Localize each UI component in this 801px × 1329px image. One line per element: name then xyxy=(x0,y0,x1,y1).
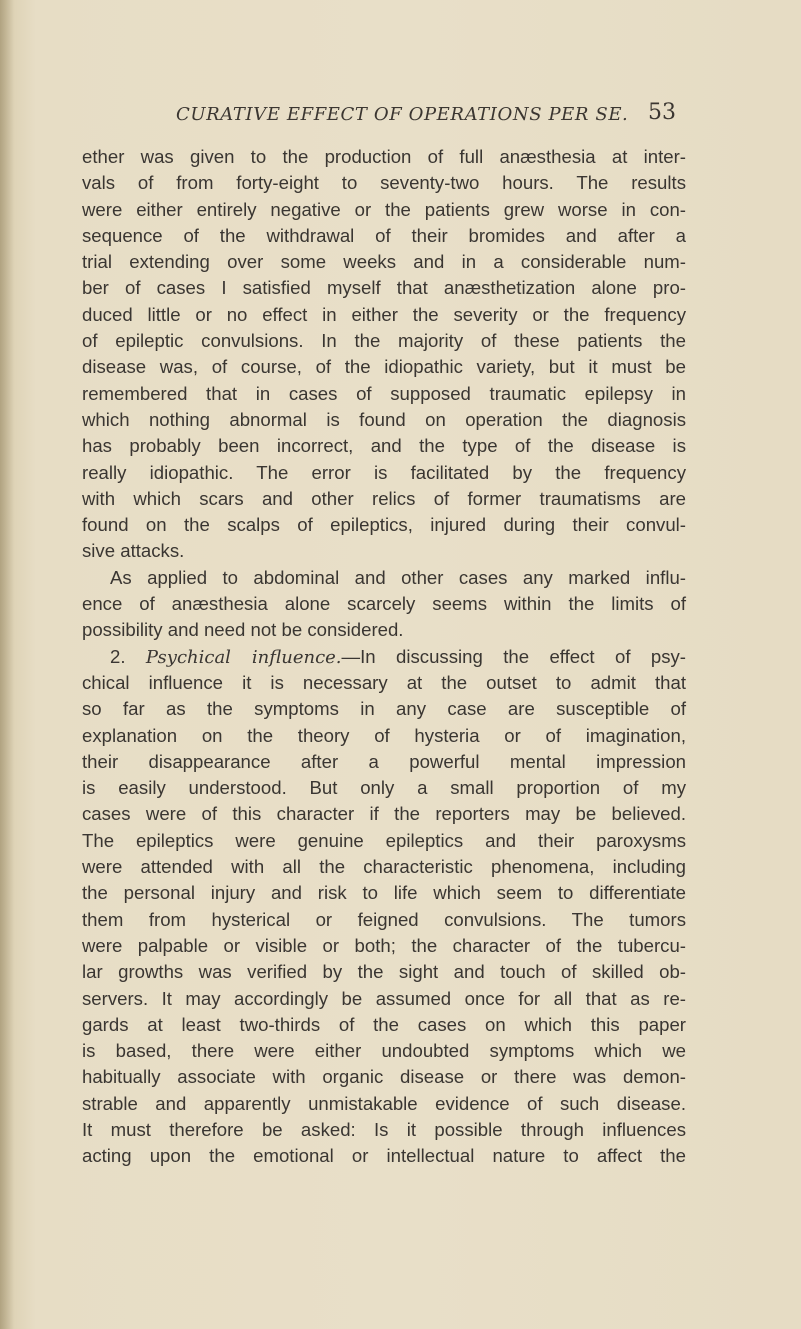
text-line: strable and apparently unmistakable evidence of such disease. xyxy=(82,1092,686,1114)
running-title: CURATIVE EFFECT OF OPERATIONS PER SE. xyxy=(176,104,629,125)
page-number: 53 xyxy=(648,100,676,125)
text-line: ber of cases I satisfied myself that anæsthetization alone pro- xyxy=(82,277,686,299)
text-line: gards at least two-thirds of the cases on which this paper xyxy=(82,1013,686,1035)
section-heading-line xyxy=(82,644,686,670)
text-line: duced little or no effect in either the severity or the frequency xyxy=(82,303,686,325)
text-line: them from hysterical or feigned convulsions. The tumors xyxy=(82,908,686,930)
section-lead-text: —In discussing the effect of psy- xyxy=(341,645,686,667)
text-line: is easily understood. But only a small proportion of my xyxy=(82,777,686,799)
text-line: lar growths was verified by the sight and touch of skilled ob- xyxy=(82,961,686,983)
text-line: were palpable or visible or both; the character of the tubercu- xyxy=(82,934,686,956)
text-line: their disappearance after a powerful mental impression xyxy=(82,750,686,772)
text-line: with which scars and other relics of former traumatisms are xyxy=(82,487,686,509)
text-line: of epileptic convulsions. In the majority of these patients the xyxy=(82,330,686,352)
text-line: has probably been incorrect, and the type of the disease is xyxy=(82,435,686,457)
text-line: ether was given to the production of full anæsthesia at inter- xyxy=(82,146,686,167)
text-line: possibility and need not be considered. xyxy=(82,619,404,641)
text-line: ence of anæsthesia alone scarcely seems within the limits of xyxy=(82,593,686,615)
text-line: the personal injury and risk to life which seem to differentiate xyxy=(82,882,686,904)
text-line: cases were of this character if the reporters may be believed. xyxy=(82,803,686,825)
section-title: Psychical influence. xyxy=(145,646,342,668)
text-line: disease was, of course, of the idiopathic variety, but it must be xyxy=(82,356,686,378)
text-line: is based, there were either undoubted symptoms which we xyxy=(82,1040,686,1062)
text-line: which nothing abnormal is found on operation the diagnosis xyxy=(82,408,686,430)
text-line: sequence of the withdrawal of their bromides and after a xyxy=(82,224,686,246)
text-line: trial extending over some weeks and in a considerable num- xyxy=(82,251,686,273)
text-line: acting upon the emotional or intellectual nature to affect the xyxy=(82,1145,686,1167)
text-line: sive attacks. xyxy=(82,540,185,562)
text-line: chical influence it is necessary at the outset to admit that xyxy=(82,671,686,693)
text-line: were either entirely negative or the patients grew worse in con- xyxy=(82,198,686,220)
text-line: found on the scalps of epileptics, injured during their convul- xyxy=(82,514,686,536)
running-header xyxy=(176,98,676,130)
text-line: vals of from forty-eight to seventy-two hours. The results xyxy=(82,172,686,194)
text-line: servers. It may accordingly be assumed once for all that as re- xyxy=(82,987,686,1009)
spine-shadow xyxy=(0,0,14,1329)
text-line: The epileptics were genuine epileptics and their paroxysms xyxy=(82,829,686,851)
text-line: so far as the symptoms in any case are susceptible of xyxy=(82,698,686,720)
text-line: habitually associate with organic disease or there was demon- xyxy=(82,1066,686,1088)
text-line: were attended with all the characteristic phenomena, including xyxy=(82,856,686,878)
text-line: explanation on the theory of hysteria or of imagination, xyxy=(82,724,686,746)
text-line: really idiopathic. The error is facilitated by the frequency xyxy=(82,461,686,483)
text-line: It must therefore be asked: Is it possible through influences xyxy=(82,1118,686,1140)
text-line: remembered that in cases of supposed traumatic epilepsy in xyxy=(82,382,686,404)
section-number: 2. xyxy=(110,645,146,667)
body-text xyxy=(82,144,686,1170)
text-line: As applied to abdominal and other cases any marked influ- xyxy=(110,566,686,588)
